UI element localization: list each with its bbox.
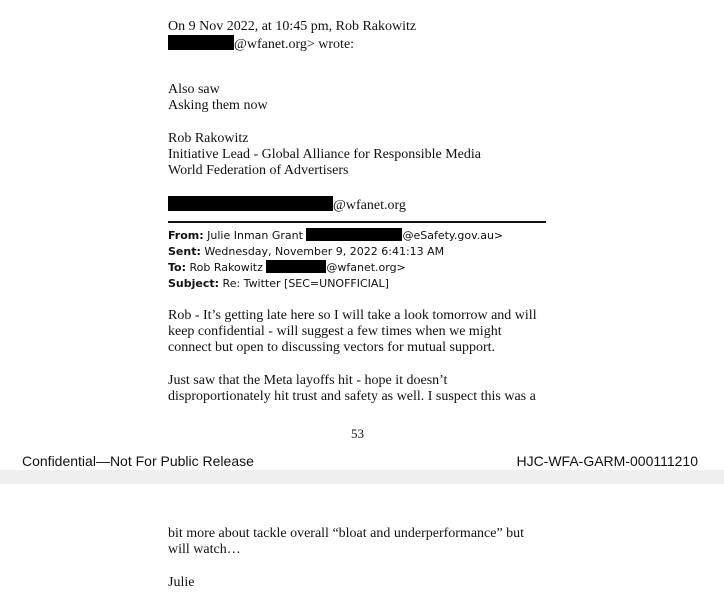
confidential-footer: Confidential—Not For Public Release: [22, 453, 254, 469]
bates-number: HJC-WFA-GARM-000111210: [516, 453, 698, 469]
to-name: Rob Rakowitz: [189, 261, 263, 274]
from-line: [168, 228, 503, 244]
redaction-bar: [168, 196, 333, 211]
redaction-bar: [306, 228, 402, 241]
continuation-line2: will watch…: [168, 542, 241, 557]
from-label: From:: [168, 229, 204, 242]
page-number: 53: [351, 426, 364, 441]
from-name: Julie Inman Grant: [207, 229, 303, 242]
reply-p2-line2: disproportionately hit trust and safety as well. I suspect this was a: [168, 389, 536, 404]
to-line: [168, 260, 406, 276]
signature-email: [168, 196, 406, 214]
quote-body-line2: Asking them now: [168, 98, 268, 113]
sent-value: Wednesday, November 9, 2022 6:41:13 AM: [204, 245, 445, 258]
continuation-line1: bit more about tackle overall “bloat and underperformance” but: [168, 526, 525, 541]
header-divider: [168, 221, 546, 223]
sent-line: [168, 244, 444, 260]
signature-email-suffix: @wfanet.org: [333, 198, 406, 213]
signature-title: Initiative Lead - Global Alliance for Responsible Media: [168, 147, 481, 162]
redaction-bar: [266, 260, 326, 273]
reply-p1-line1: Rob - It’s getting late here so I will take a look tomorrow and will: [168, 308, 537, 323]
quote-header-email-suffix: @wfanet.org> wrote:: [234, 37, 355, 52]
reply-p1-line2: keep confidential - will suggest a few times when we might: [168, 324, 502, 339]
sent-label: Sent:: [168, 245, 201, 258]
subject-line: [168, 276, 389, 292]
subject-label: Subject:: [168, 277, 220, 290]
signature-org: World Federation of Advertisers: [168, 163, 349, 178]
quote-header-line2: [168, 35, 354, 53]
redaction-bar: [168, 35, 234, 50]
reply-p1-line3: connect but open to discussing vectors for mutual support.: [168, 340, 495, 355]
signoff: Julie: [168, 575, 195, 590]
from-email-suffix: @eSafety.gov.au>: [402, 229, 504, 242]
subject-value: Re: Twitter [SEC=UNOFFICIAL]: [222, 277, 389, 290]
quote-body-line1: Also saw: [168, 82, 220, 97]
to-label: To:: [168, 261, 186, 274]
reply-p2-line1: Just saw that the Meta layoffs hit - hope it doesn’t: [168, 373, 448, 388]
signature-name: Rob Rakowitz: [168, 131, 249, 146]
quote-header-line1: On 9 Nov 2022, at 10:45 pm, Rob Rakowitz: [168, 19, 417, 34]
to-email-suffix: @wfanet.org>: [326, 261, 406, 274]
page-break: [0, 470, 724, 484]
